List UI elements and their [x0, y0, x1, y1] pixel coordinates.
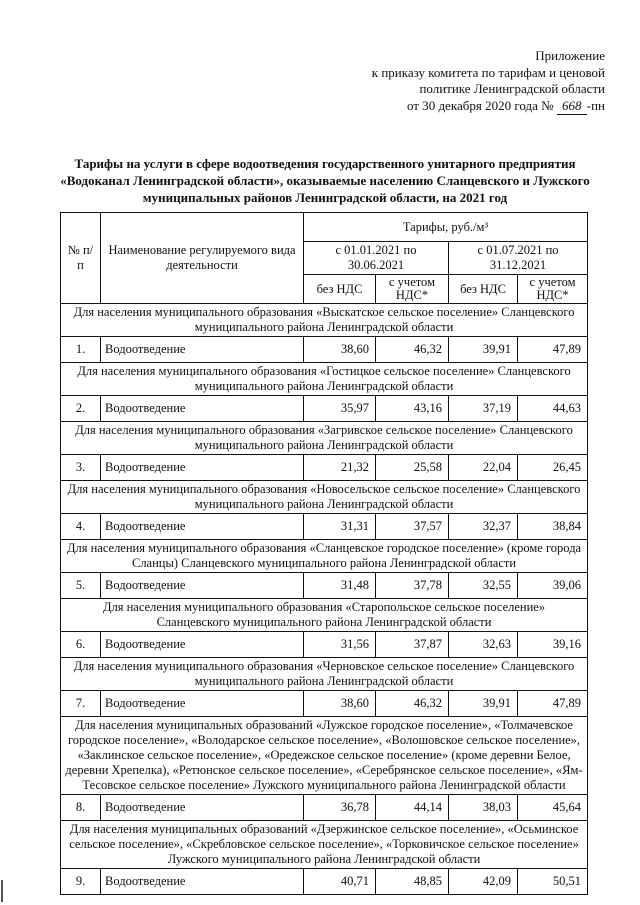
title-line-1: Тарифы на услуги в сфере водоотведения государственного унитарного предприятия	[74, 156, 576, 171]
table-row	[61, 795, 588, 821]
service-name: Водоотведение	[101, 869, 304, 895]
section-header-row	[61, 481, 588, 514]
service-name: Водоотведение	[101, 632, 304, 658]
appendix-line-3: политике Ленинградской области	[419, 81, 605, 96]
tariff-h2-no-vat: 32,37	[449, 514, 518, 540]
document-title	[60, 155, 590, 206]
tariff-h2-with-vat: 50,51	[518, 869, 588, 895]
tariff-h1-no-vat: 38,60	[304, 337, 376, 363]
table-row	[61, 514, 588, 540]
tariff-h1-no-vat: 40,71	[304, 869, 376, 895]
section-header: Для населения муниципального образования «Старопольское сельское поселение» Сланцевского муниципального района Ленинградской области	[61, 599, 588, 632]
tariff-h1-no-vat: 31,31	[304, 514, 376, 540]
section-header-row	[61, 599, 588, 632]
row-number: 6.	[61, 632, 101, 658]
tariff-h2-with-vat: 45,64	[518, 795, 588, 821]
tariff-h1-no-vat: 38,60	[304, 691, 376, 717]
table-row	[61, 573, 588, 599]
header-period-2: с 01.07.2021 по 31.12.2021	[449, 242, 588, 275]
header-number: № п/п	[61, 213, 101, 304]
header-no-vat-1: без НДС	[304, 275, 376, 304]
tariff-h1-with-vat: 37,78	[376, 573, 449, 599]
header-with-vat-2: с учетом НДС*	[518, 275, 588, 304]
tariff-h2-no-vat: 32,55	[449, 573, 518, 599]
section-header: Для населения муниципального образования «Гостицкое сельское поселение» Сланцевского муниципального района Ленинградской области	[61, 363, 588, 396]
tariff-h1-no-vat: 21,32	[304, 455, 376, 481]
row-number: 5.	[61, 573, 101, 599]
tariff-h2-with-vat: 39,16	[518, 632, 588, 658]
table-row	[61, 455, 588, 481]
tariff-h2-no-vat: 39,91	[449, 691, 518, 717]
section-header: Для населения муниципального образования «Выскатское сельское поселение» Сланцевского муниципального района Ленинградской области	[61, 304, 588, 337]
row-number: 3.	[61, 455, 101, 481]
section-header-row	[61, 540, 588, 573]
tariff-h1-no-vat: 35,97	[304, 396, 376, 422]
tariffs-table	[60, 212, 588, 895]
section-header-row	[61, 422, 588, 455]
table-row	[61, 632, 588, 658]
section-header-row	[61, 658, 588, 691]
tariff-h2-no-vat: 39,91	[449, 337, 518, 363]
section-header-row	[61, 717, 588, 795]
order-suffix: -пн	[586, 97, 605, 113]
tariff-h2-with-vat: 38,84	[518, 514, 588, 540]
row-number: 7.	[61, 691, 101, 717]
tariff-h1-no-vat: 31,48	[304, 573, 376, 599]
table-row	[61, 869, 588, 895]
appendix-line-2: к приказу комитета по тарифам и ценовой	[371, 64, 605, 80]
service-name: Водоотведение	[101, 455, 304, 481]
section-header-row	[61, 363, 588, 396]
section-header: Для населения муниципальных образований «Лужское городское поселение», «Толмачевское городское поселение», «Володарское сельское поселение», «Волошовское сельское поселение», «Заклинское сельское поселение», «Оредежское сельское поселение» (кроме деревни Белое, деревни Хрепелка), «Ретюнское сельское поселение», «Серебрянское сельское поселение», «Ям-Тесовское сельское поселение» Лужского муниципального района Ленинградской области	[61, 717, 588, 795]
order-date: от 30 декабря 2020 года №	[406, 97, 554, 113]
row-number: 8.	[61, 795, 101, 821]
header-no-vat-2: без НДС	[449, 275, 518, 304]
service-name: Водоотведение	[101, 691, 304, 717]
table-row	[61, 396, 588, 422]
tariff-h2-with-vat: 39,06	[518, 573, 588, 599]
tariff-h2-with-vat: 26,45	[518, 455, 588, 481]
header-period-1: с 01.01.2021 по 30.06.2021	[304, 242, 449, 275]
section-header: Для населения муниципального образования «Новосельское сельское поселение» Сланцевского муниципального района Ленинградской области	[61, 481, 588, 514]
service-name: Водоотведение	[101, 396, 304, 422]
tariff-h1-with-vat: 46,32	[376, 691, 449, 717]
tariff-h2-with-vat: 47,89	[518, 337, 588, 363]
section-header: Для населения муниципального образования «Сланцевское городское поселение» (кроме города Сланцы) Сланцевского муниципального района Ленинградской области	[61, 540, 588, 573]
section-header-row	[61, 821, 588, 869]
title-line-2: «Водоканал Ленинградской области», оказываемые населению Сланцевского и Лужского	[60, 173, 590, 188]
title-line-3: муниципальных районов Ленинградской области, на 2021 год	[142, 190, 508, 205]
tariff-h2-with-vat: 47,89	[518, 691, 588, 717]
tariff-h2-no-vat: 37,19	[449, 396, 518, 422]
header-tariffs: Тарифы, руб./м³	[304, 213, 588, 242]
appendix-line-4	[325, 98, 605, 116]
header-with-vat-1: с учетом НДС*	[376, 275, 449, 304]
service-name: Водоотведение	[101, 573, 304, 599]
tariff-h1-with-vat: 25,58	[376, 455, 449, 481]
appendix-block	[325, 48, 605, 115]
service-name: Водоотведение	[101, 514, 304, 540]
section-header-row	[61, 304, 588, 337]
tariff-h1-with-vat: 46,32	[376, 337, 449, 363]
section-header: Для населения муниципальных образований «Дзержинское сельское поселение», «Осьминское сельское поселение», «Скребловское сельское поселение», «Торковичское сельское поселение» Лужского муниципального района Ленинградской области	[61, 821, 588, 869]
tariff-h1-no-vat: 31,56	[304, 632, 376, 658]
section-header: Для населения муниципального образования «Черновское сельское поселение» Сланцевского муниципального района Ленинградской области	[61, 658, 588, 691]
tariff-h2-no-vat: 42,09	[449, 869, 518, 895]
row-number: 2.	[61, 396, 101, 422]
service-name: Водоотведение	[101, 337, 304, 363]
scan-edge-mark	[1, 880, 3, 902]
header-activity: Наименование регулируемого вида деятельности	[101, 213, 304, 304]
tariff-h1-with-vat: 37,87	[376, 632, 449, 658]
tariff-h1-with-vat: 48,85	[376, 869, 449, 895]
order-number: 668	[557, 98, 587, 116]
row-number: 9.	[61, 869, 101, 895]
row-number: 4.	[61, 514, 101, 540]
tariff-h2-no-vat: 32,63	[449, 632, 518, 658]
table-row	[61, 691, 588, 717]
appendix-line-1: Приложение	[535, 48, 605, 63]
service-name: Водоотведение	[101, 795, 304, 821]
section-header: Для населения муниципального образования «Загривское сельское поселение» Сланцевского муниципального района Ленинградской области	[61, 422, 588, 455]
tariff-h2-no-vat: 22,04	[449, 455, 518, 481]
tariff-h2-no-vat: 38,03	[449, 795, 518, 821]
table-row	[61, 337, 588, 363]
tariff-h1-no-vat: 36,78	[304, 795, 376, 821]
row-number: 1.	[61, 337, 101, 363]
tariff-h1-with-vat: 43,16	[376, 396, 449, 422]
tariff-h2-with-vat: 44,63	[518, 396, 588, 422]
tariff-h1-with-vat: 37,57	[376, 514, 449, 540]
tariff-h1-with-vat: 44,14	[376, 795, 449, 821]
